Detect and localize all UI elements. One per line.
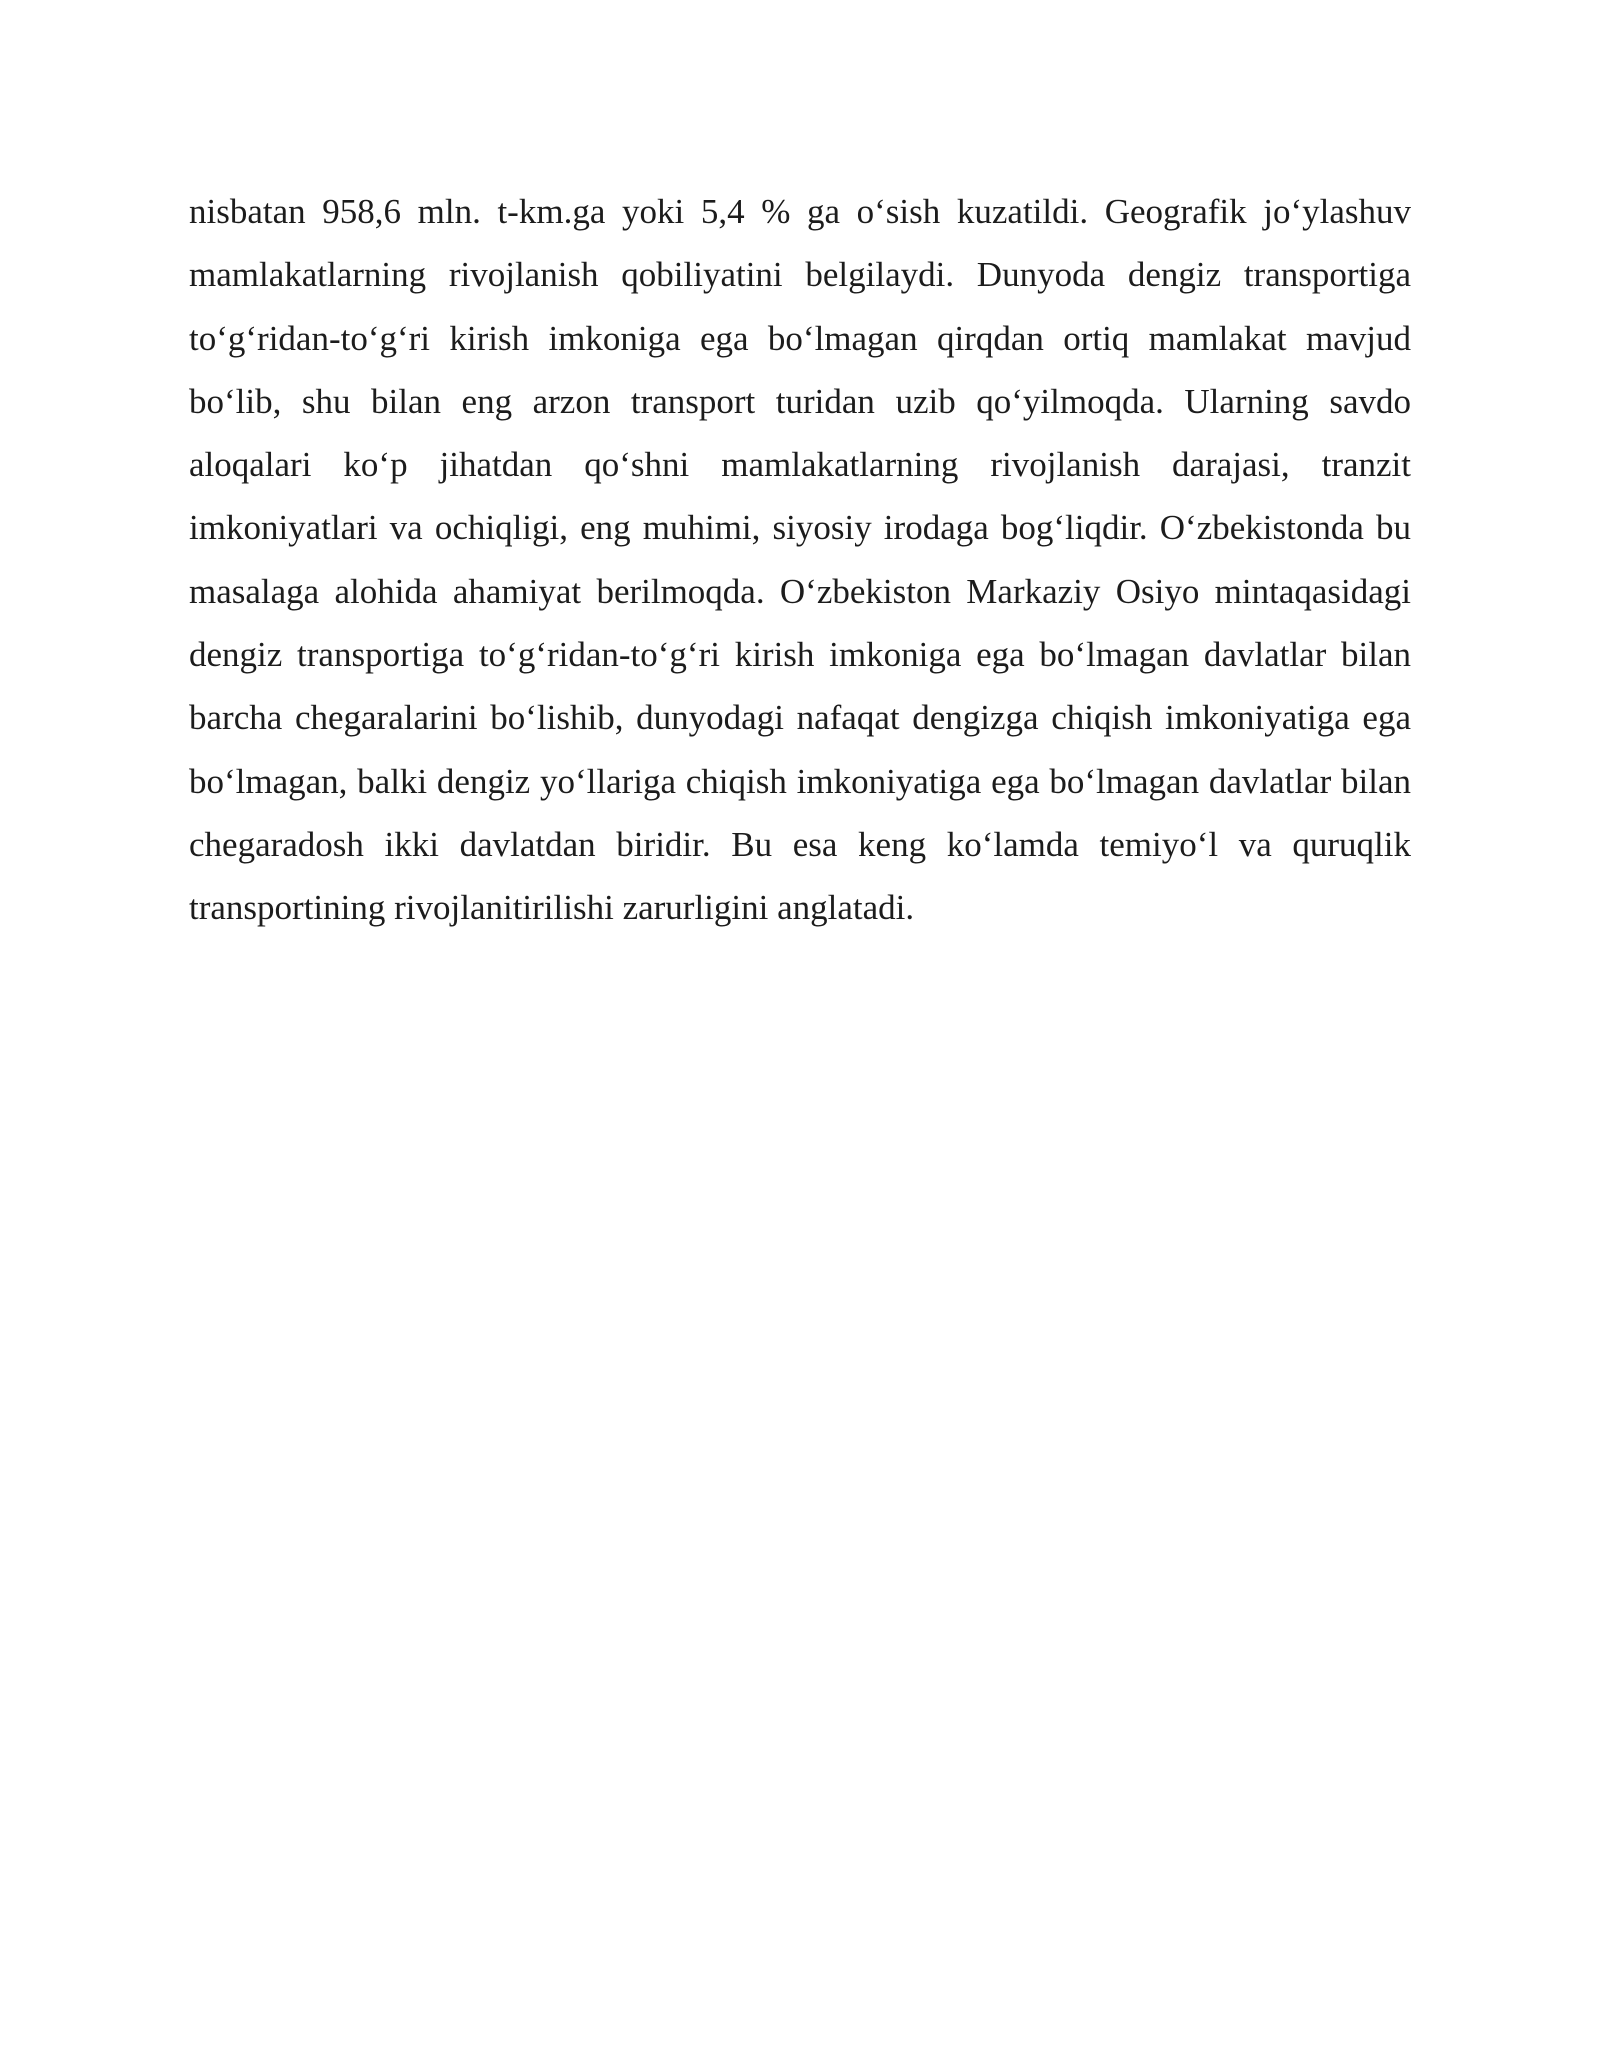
paragraph: nisbatan 958,6 mln. t-km.ga yoki 5,4 % ga o‘sish kuzatildi. Geografik jo‘ylashuv mamlakatlarning rivojlanish qobiliyatini belgilaydi. Dunyoda dengiz transportiga to‘g‘ridan-to‘g‘ri kirish imkoniga ega bo‘lmagan qirqdan ortiq mamlakat mavjud bo‘lib, shu bilan eng arzon transport turidan uzib qo‘yilmoqda. Ularning savdo aloqalari ko‘p jihatdan qo‘shni mamlakatlarning rivojlanish darajasi, tranzit imkoniyatlari va ochiqligi, eng muhimi, siyosiy irodaga bog‘liqdir. O‘zbekistonda bu masalaga alohida ahamiyat berilmoqda. O‘zbekiston Markaziy Osiyo mintaqasidagi dengiz transportiga to‘g‘ridan-to‘g‘ri kirish imkoniga ega bo‘lmagan davlatlar bilan barcha chegaralarini bo‘lishib, dunyodagi nafaqat dengizga chiqish imkoniyatiga ega bo‘lmagan, balki dengiz yo‘llariga chiqish imkoniyatiga ega bo‘lmagan davlatlar bilan chegaradosh ikki davlatdan biridir. Bu esa keng ko‘lamda temiyo‘l va quruqlik transportining rivojlanitirilishi zarurligini anglatadi. [189, 192, 1411, 928]
body-text [189, 180, 1411, 940]
